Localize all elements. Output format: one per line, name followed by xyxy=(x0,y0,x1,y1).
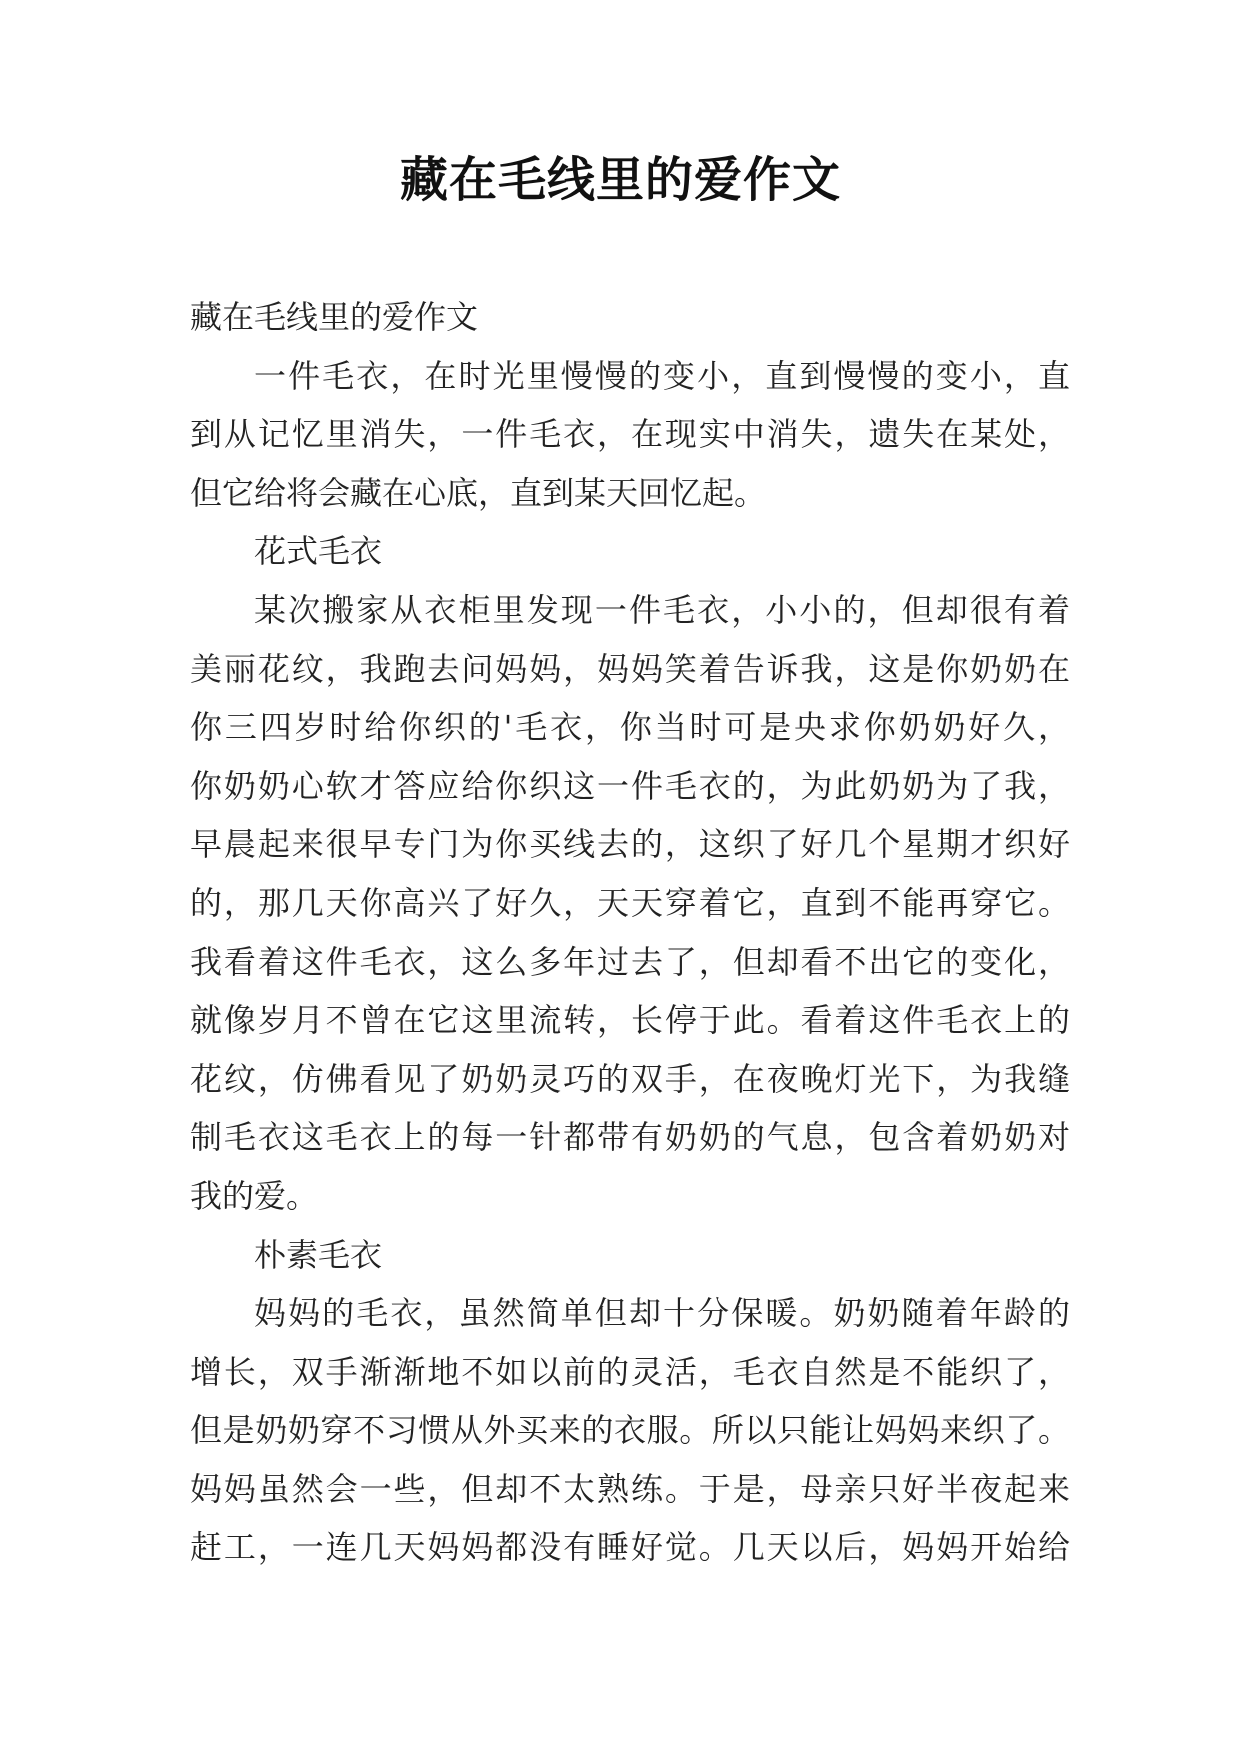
text-line: 的，那几天你高兴了好久，天天穿着它，直到不能再穿它。 xyxy=(190,883,1070,922)
text-line: 我看着这件毛衣，这么多年过去了，但却看不出它的变化， xyxy=(190,942,1070,981)
text-line: 我的爱。 xyxy=(190,1176,319,1215)
text-line: 一件毛衣，在时光里慢慢的变小，直到慢慢的变小，直 xyxy=(254,356,1070,395)
text-line: 制毛衣这毛衣上的每一针都带有奶奶的气息，包含着奶奶对 xyxy=(190,1118,1070,1157)
text-line: 你奶奶心软才答应给你织这一件毛衣的，为此奶奶为了我， xyxy=(190,766,1070,805)
text-line: 某次搬家从衣柜里发现一件毛衣，小小的，但却很有着 xyxy=(254,590,1070,629)
text-line: 朴素毛衣 xyxy=(254,1235,383,1274)
text-line: 妈妈的毛衣，虽然简单但却十分保暖。奶奶随着年龄的 xyxy=(254,1294,1070,1333)
text-line: 但它给将会藏在心底，直到某天回忆起。 xyxy=(190,473,767,512)
text-line: 但是奶奶穿不习惯从外买来的衣服。所以只能让妈妈来织了。 xyxy=(190,1411,1070,1450)
document-body xyxy=(190,288,1070,1577)
text-line: 就像岁月不曾在它这里流转，长停于此。看着这件毛衣上的 xyxy=(190,1001,1070,1040)
text-line: 花纹，仿佛看见了奶奶灵巧的双手，在夜晚灯光下，为我缝 xyxy=(190,1059,1070,1098)
text-line: 赶工，一连几天妈妈都没有睡好觉。几天以后，妈妈开始给 xyxy=(190,1528,1070,1567)
text-line: 妈妈虽然会一些，但却不太熟练。于是，母亲只好半夜起来 xyxy=(190,1469,1070,1508)
text-line: 美丽花纹，我跑去问妈妈，妈妈笑着告诉我，这是你奶奶在 xyxy=(190,649,1070,688)
text-line: 到从记忆里消失，一件毛衣，在现实中消失，遗失在某处， xyxy=(190,415,1070,454)
text-line: 增长，双手渐渐地不如以前的灵活，毛衣自然是不能织了， xyxy=(190,1352,1070,1391)
text-line: 藏在毛线里的爱作文 xyxy=(190,298,479,336)
document-title: 藏在毛线里的爱作文 xyxy=(399,152,841,208)
text-line: 花式毛衣 xyxy=(254,532,383,571)
text-line: 你三四岁时给你织的'毛衣，你当时可是央求你奶奶好久， xyxy=(190,708,1070,747)
text-line: 早晨起来很早专门为你买线去的，这织了好几个星期才织好 xyxy=(190,825,1070,864)
